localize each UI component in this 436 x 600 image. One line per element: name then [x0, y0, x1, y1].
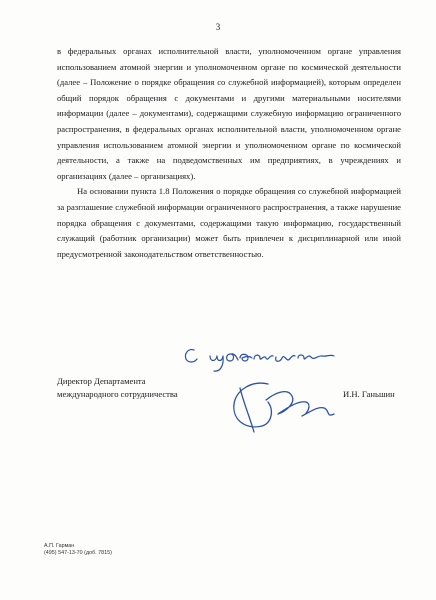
- executor-name: А.П. Гарман: [44, 543, 75, 549]
- signer-title-line2: международного сотрудничества: [57, 389, 178, 399]
- signer-title-line1: Директор Департамента: [57, 376, 146, 386]
- letter-body: [57, 44, 401, 262]
- signature-block: [57, 375, 401, 435]
- closing-script: [185, 350, 334, 372]
- paragraph-liability: На основании пункта 1.8 Положения о порядке обращения со служебной информацией за разглашение служебной информации ограниченного распространения, а также нарушение порядка обращения с документами, содержащими такую информацию, государственный служащий (работник организации) может быть привлечен к дисциплинарной или иной предусмотренной законодательством ответственностью.: [57, 186, 401, 259]
- signer-name: И.Н. Ганьшин: [343, 389, 395, 399]
- signer-title: [57, 375, 178, 401]
- paragraph-continuation: в федеральных органах исполнительной власти, уполномоченном органе управления использованием атомной энергии и уполномоченном органе по космической деятельности (далее – Положение о порядке обращения со служебной информацией), которым определен общий порядок обращения с документами и другими материальными носителями информации (далее – документами), содержащими служебную информацию ограниченного распространения, в федеральных органах исполнительной власти, уполномоченном органе управления использованием атомной энергии и уполномоченном органе по космической деятельности, а также на подведомственных им предприятиях, в учреждениях и организациях (далее – организациях).: [57, 46, 401, 181]
- executor-phone: (495) 547-13-70 (доб. 7815): [44, 550, 112, 557]
- executor-contact: [44, 543, 112, 557]
- page-number: 3: [215, 22, 221, 32]
